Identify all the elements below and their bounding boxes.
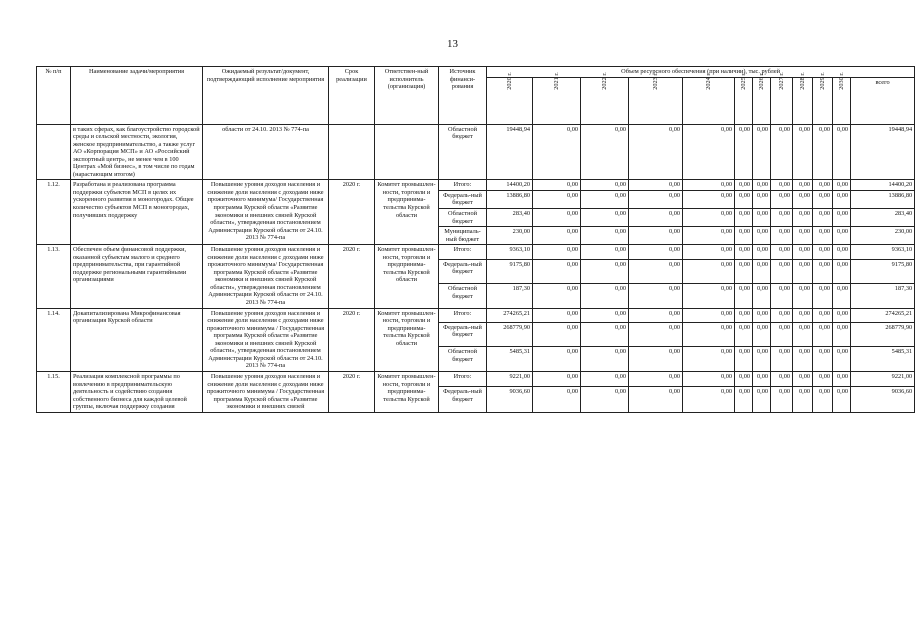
year-value: 268779,90 <box>487 322 533 347</box>
year-value: 0,00 <box>771 308 793 322</box>
year-value: 0,00 <box>771 190 793 208</box>
year-value: 0,00 <box>793 209 813 227</box>
year-value: 0,00 <box>683 322 735 347</box>
year-value: 0,00 <box>629 227 683 245</box>
year-value: 0,00 <box>833 190 851 208</box>
expected-result: области от 24.10. 2013 № 774-па <box>203 124 329 180</box>
year-value: 0,00 <box>753 371 771 386</box>
year-value: 0,00 <box>753 124 771 180</box>
year-value: 0,00 <box>833 308 851 322</box>
total-value: 230,00 <box>851 227 915 245</box>
year-value: 0,00 <box>793 347 813 372</box>
year-header <box>629 71 683 124</box>
funding-source: Муниципаль-ный бюджет <box>439 227 487 245</box>
year-value: 0,00 <box>753 284 771 309</box>
term: 2020 г. <box>329 371 375 412</box>
year-value: 0,00 <box>683 347 735 372</box>
table-row <box>37 245 915 259</box>
year-value: 0,00 <box>833 245 851 259</box>
year-value: 0,00 <box>581 259 629 284</box>
year-label: 2020 г. <box>505 71 513 90</box>
total-value: 9363,10 <box>851 245 915 259</box>
total-value: 19448,94 <box>851 124 915 180</box>
year-value: 0,00 <box>533 371 581 386</box>
year-value: 0,00 <box>683 308 735 322</box>
year-header <box>533 71 581 124</box>
expected-result: Повышение уровня доходов населения и снижение доли населения с доходами ниже прожиточного минимума/ Государственная программа Курской области «Развитие экономики и внешних связей Курской области», утвержденная постановлением Администрации Курской области от 24.10. 2013 № 774-па <box>203 180 329 245</box>
total-value: 9036,60 <box>851 386 915 412</box>
year-value: 0,00 <box>771 180 793 191</box>
header-volume: Объем ресурсного обеспечения (при наличии), тыс. рублей <box>487 67 915 78</box>
year-value: 0,00 <box>629 124 683 180</box>
year-value: 0,00 <box>683 190 735 208</box>
year-header <box>771 71 793 124</box>
year-value: 0,00 <box>629 180 683 191</box>
year-value: 0,00 <box>793 180 813 191</box>
year-value: 0,00 <box>735 190 753 208</box>
year-value: 0,00 <box>813 190 833 208</box>
year-value: 9221,00 <box>487 371 533 386</box>
funding-source: Федераль-ный бюджет <box>439 259 487 284</box>
term: 2020 г. <box>329 245 375 308</box>
year-header <box>487 71 533 124</box>
total-value: 9175,80 <box>851 259 915 284</box>
year-value: 0,00 <box>813 209 833 227</box>
year-value: 0,00 <box>813 227 833 245</box>
row-number: 1.13. <box>37 245 71 308</box>
year-value: 14400,20 <box>487 180 533 191</box>
year-value: 0,00 <box>629 190 683 208</box>
year-value: 0,00 <box>533 124 581 180</box>
task-name: Реализация комплексной программы по вовлечению в предпринимательскую деятельность и содействию создания собственного бизнеса для каждой целевой группы, включая поддержку создания <box>71 371 203 412</box>
year-value: 0,00 <box>771 259 793 284</box>
year-label: 2022 г. <box>600 71 608 90</box>
year-value: 0,00 <box>629 386 683 412</box>
year-value: 0,00 <box>735 322 753 347</box>
year-value: 0,00 <box>771 124 793 180</box>
year-header <box>813 71 833 124</box>
year-value: 0,00 <box>813 180 833 191</box>
year-value: 0,00 <box>533 209 581 227</box>
year-label: 2024 г. <box>704 71 712 90</box>
funding-source: Областной бюджет <box>439 284 487 309</box>
year-value: 0,00 <box>753 386 771 412</box>
executor: Комитет промышлен-ности, торговли и предпринима-тельства Курской <box>375 371 439 412</box>
year-value: 230,00 <box>487 227 533 245</box>
year-value: 274265,21 <box>487 308 533 322</box>
year-value: 0,00 <box>793 308 813 322</box>
year-value: 0,00 <box>683 259 735 284</box>
total-value: 14400,20 <box>851 180 915 191</box>
total-value: 13886,80 <box>851 190 915 208</box>
header-term: Срок реализации <box>329 67 375 125</box>
year-value: 0,00 <box>581 227 629 245</box>
year-value: 0,00 <box>813 386 833 412</box>
year-value: 0,00 <box>581 371 629 386</box>
year-value: 0,00 <box>793 227 813 245</box>
year-value: 0,00 <box>581 347 629 372</box>
year-value: 0,00 <box>533 259 581 284</box>
year-value: 0,00 <box>533 190 581 208</box>
year-value: 0,00 <box>833 209 851 227</box>
table-row <box>37 180 915 191</box>
year-value: 0,00 <box>533 322 581 347</box>
year-label: 2026 г. <box>757 71 765 90</box>
year-header <box>833 71 851 124</box>
year-value: 0,00 <box>735 124 753 180</box>
year-value: 0,00 <box>771 386 793 412</box>
year-label: 2029 г. <box>818 71 826 90</box>
year-value: 0,00 <box>683 124 735 180</box>
expected-result: Повышение уровня доходов населения и снижение доли населения с доходами ниже прожиточного минимума / Государственная программа Курской области «Развитие экономики и внешних связей Курской области», утвержденная постановлением Администрации Курской области от 24.10. 2013 № 774-па <box>203 308 329 371</box>
year-value: 0,00 <box>771 284 793 309</box>
year-label: 2030 г. <box>837 71 845 90</box>
year-value: 0,00 <box>833 371 851 386</box>
funding-source: Итого: <box>439 308 487 322</box>
funding-source: Итого: <box>439 245 487 259</box>
task-name: в таких сферах, как благоустройство городской среды и сельской местности, экология, женское предпринимательство, а также услуг АО «Корпорация МСП» и АО «Российский экспортный центр», не менее чем в 100 Центрах «Мой бизнес», в том числе по годам (нарастающим итогом) <box>71 124 203 180</box>
header-source: Источник финанси-рования <box>439 67 487 125</box>
year-value: 0,00 <box>629 209 683 227</box>
year-value: 0,00 <box>753 227 771 245</box>
year-value: 0,00 <box>793 124 813 180</box>
year-label: 2021 г. <box>552 71 560 90</box>
year-value: 0,00 <box>813 124 833 180</box>
task-name: Разработана и реализована программа поддержки субъектов МСП в целях их ускоренного развития в моногородах. Общее количество субъектов МСП в моногородах, получивших поддержку <box>71 180 203 245</box>
total-value: 283,40 <box>851 209 915 227</box>
year-value: 0,00 <box>771 227 793 245</box>
row-number: 1.12. <box>37 180 71 245</box>
year-value: 0,00 <box>581 245 629 259</box>
funding-source: Федераль-ный бюджет <box>439 322 487 347</box>
year-value: 0,00 <box>533 227 581 245</box>
year-value: 0,00 <box>771 371 793 386</box>
year-value: 0,00 <box>833 284 851 309</box>
year-value: 0,00 <box>629 347 683 372</box>
year-value: 0,00 <box>793 386 813 412</box>
funding-source: Итого: <box>439 371 487 386</box>
year-value: 19448,94 <box>487 124 533 180</box>
year-value: 0,00 <box>735 347 753 372</box>
year-value: 0,00 <box>753 209 771 227</box>
year-value: 0,00 <box>683 386 735 412</box>
term: 2020 г. <box>329 180 375 245</box>
expected-result: Повышение уровня доходов населения и снижение доли населения с доходами ниже прожиточного минимума/ Государственная программа Курской области «Развитие экономики и внешних связей Курской области», утвержденная постановлением Администрации Курской области от 24.10. 2013 № 774-па <box>203 245 329 308</box>
funding-source: Областной бюджет <box>439 124 487 180</box>
year-value: 0,00 <box>683 209 735 227</box>
year-value: 0,00 <box>793 284 813 309</box>
year-value: 0,00 <box>735 259 753 284</box>
header-executor: Ответствен-ный исполнитель (организация) <box>375 67 439 125</box>
year-header <box>735 71 753 124</box>
year-value: 9363,10 <box>487 245 533 259</box>
year-value: 0,00 <box>581 124 629 180</box>
year-value: 0,00 <box>753 347 771 372</box>
year-value: 0,00 <box>683 284 735 309</box>
year-value: 187,30 <box>487 284 533 309</box>
year-value: 0,00 <box>793 190 813 208</box>
year-value: 0,00 <box>833 259 851 284</box>
year-value: 0,00 <box>753 259 771 284</box>
row-number <box>37 124 71 180</box>
year-value: 0,00 <box>629 284 683 309</box>
year-value: 0,00 <box>735 371 753 386</box>
year-value: 0,00 <box>735 227 753 245</box>
year-header <box>683 71 735 124</box>
total-value: 187,30 <box>851 284 915 309</box>
year-value: 0,00 <box>813 245 833 259</box>
task-name: Докапитализирована Микрофинансовая организация Курской области <box>71 308 203 371</box>
header-no: № п/п <box>37 67 71 125</box>
year-value: 0,00 <box>833 227 851 245</box>
year-label: 2028 г. <box>798 71 806 90</box>
term: 2020 г. <box>329 308 375 371</box>
year-header <box>581 71 629 124</box>
header-result: Ожидаемый результат/документ, подтверждающий исполнение мероприятия <box>203 67 329 125</box>
row-number: 1.14. <box>37 308 71 371</box>
funding-source: Федераль-ный бюджет <box>439 190 487 208</box>
year-value: 0,00 <box>581 284 629 309</box>
year-label: 2025 г. <box>739 71 747 90</box>
year-value: 0,00 <box>581 322 629 347</box>
year-value: 0,00 <box>753 180 771 191</box>
year-value: 0,00 <box>629 371 683 386</box>
expected-result: Повышение уровня доходов населения и снижение доли населения с доходами ниже прожиточного минимума / Государственная программа Курской области «Развитие экономики и внешних связей <box>203 371 329 412</box>
year-value: 0,00 <box>581 190 629 208</box>
total-value: 274265,21 <box>851 308 915 322</box>
year-value: 0,00 <box>581 180 629 191</box>
year-value: 0,00 <box>813 322 833 347</box>
year-value: 283,40 <box>487 209 533 227</box>
year-label: 2027 г. <box>777 71 785 90</box>
year-value: 0,00 <box>793 322 813 347</box>
year-value: 0,00 <box>533 245 581 259</box>
year-value: 0,00 <box>735 245 753 259</box>
table-row <box>37 308 915 322</box>
year-value: 0,00 <box>533 347 581 372</box>
year-value: 0,00 <box>683 227 735 245</box>
year-value: 0,00 <box>753 322 771 347</box>
year-value: 0,00 <box>533 284 581 309</box>
year-value: 9175,80 <box>487 259 533 284</box>
year-value: 0,00 <box>735 386 753 412</box>
executor: Комитет промышлен-ности, торговли и предпринима-тельства Курской области <box>375 180 439 245</box>
year-value: 0,00 <box>813 259 833 284</box>
year-value: 0,00 <box>771 347 793 372</box>
year-header <box>753 71 771 124</box>
total-value: 268779,90 <box>851 322 915 347</box>
year-value: 0,00 <box>833 180 851 191</box>
header-name: Наименование задачи/мероприятия <box>71 67 203 125</box>
term <box>329 124 375 180</box>
year-value: 0,00 <box>793 371 813 386</box>
year-value: 0,00 <box>771 209 793 227</box>
year-value: 0,00 <box>833 124 851 180</box>
year-value: 0,00 <box>833 347 851 372</box>
year-value: 13886,80 <box>487 190 533 208</box>
year-header <box>793 71 813 124</box>
funding-source: Областной бюджет <box>439 347 487 372</box>
year-value: 0,00 <box>735 209 753 227</box>
year-value: 0,00 <box>581 209 629 227</box>
year-value: 0,00 <box>683 245 735 259</box>
year-value: 0,00 <box>793 259 813 284</box>
year-value: 0,00 <box>533 386 581 412</box>
year-value: 0,00 <box>793 245 813 259</box>
year-value: 0,00 <box>581 386 629 412</box>
year-value: 0,00 <box>753 308 771 322</box>
executor: Комитет промышлен-ности, торговли и предпринима-тельства Курской области <box>375 308 439 371</box>
funding-source: Итого: <box>439 180 487 191</box>
year-value: 0,00 <box>813 308 833 322</box>
page-number: 13 <box>447 38 458 50</box>
year-value: 0,00 <box>683 371 735 386</box>
year-value: 0,00 <box>629 322 683 347</box>
funding-source: Областной бюджет <box>439 209 487 227</box>
year-value: 5485,31 <box>487 347 533 372</box>
year-value: 0,00 <box>813 284 833 309</box>
resource-table <box>36 66 915 413</box>
executor: Комитет промышлен-ности, торговли и предпринима-тельства Курской области <box>375 245 439 308</box>
year-value: 0,00 <box>683 180 735 191</box>
table-body <box>37 124 915 412</box>
funding-source: Федераль-ный бюджет <box>439 386 487 412</box>
year-value: 0,00 <box>581 308 629 322</box>
year-value: 0,00 <box>833 322 851 347</box>
year-value: 0,00 <box>629 308 683 322</box>
year-value: 0,00 <box>735 308 753 322</box>
year-value: 0,00 <box>533 180 581 191</box>
year-value: 0,00 <box>533 308 581 322</box>
year-value: 0,00 <box>735 180 753 191</box>
year-label: 2023 г. <box>651 71 659 90</box>
table-row <box>37 124 915 180</box>
year-value: 0,00 <box>629 245 683 259</box>
table-row <box>37 371 915 386</box>
year-value: 0,00 <box>771 245 793 259</box>
total-header: всего <box>851 77 915 124</box>
total-value: 9221,00 <box>851 371 915 386</box>
year-value: 0,00 <box>813 347 833 372</box>
year-value: 0,00 <box>629 259 683 284</box>
total-value: 5485,31 <box>851 347 915 372</box>
year-value: 0,00 <box>753 245 771 259</box>
year-value: 0,00 <box>735 284 753 309</box>
executor <box>375 124 439 180</box>
year-value: 0,00 <box>771 322 793 347</box>
year-value: 0,00 <box>813 371 833 386</box>
row-number: 1.15. <box>37 371 71 412</box>
task-name: Обеспечен объем финансовой поддержки, оказанной субъектам малого и среднего предпринимательства, при гарантийной поддержке региональными гарантийными организациями <box>71 245 203 308</box>
year-value: 9036,60 <box>487 386 533 412</box>
year-value: 0,00 <box>833 386 851 412</box>
year-value: 0,00 <box>753 190 771 208</box>
